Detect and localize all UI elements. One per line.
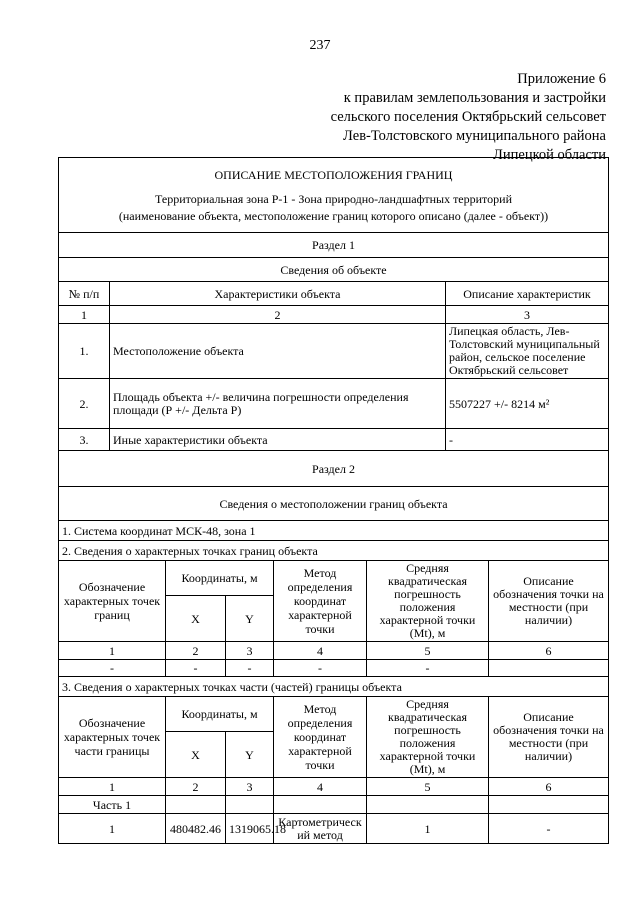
part-cell-y: 1319065.18 bbox=[226, 814, 274, 844]
appendix-line: сельского поселения Октябрьский сельсовет bbox=[330, 109, 606, 125]
table-row bbox=[59, 429, 609, 451]
points-header-x: X bbox=[166, 596, 226, 642]
col-index: 4 bbox=[274, 642, 367, 660]
part-header-error: Средняя квадратическая погрешность положения характерной точки (Mt), м bbox=[367, 697, 489, 778]
title-block bbox=[59, 158, 609, 233]
part-header-designation: Обозначение характерных точек части границы bbox=[59, 697, 166, 778]
appendix-line: Липецкой области bbox=[493, 147, 606, 163]
appendix-line: Лев-Толстовского муниципального района bbox=[343, 128, 606, 144]
col-index: 4 bbox=[274, 778, 367, 796]
table-row bbox=[59, 379, 609, 429]
point-cell: - bbox=[274, 660, 367, 677]
section2-title: Раздел 2 bbox=[59, 451, 609, 487]
row-value: - bbox=[446, 429, 609, 451]
row-value: 5507227 +/- 8214 м² bbox=[446, 379, 609, 429]
doc-title: ОПИСАНИЕ МЕСТОПОЛОЖЕНИЯ ГРАНИЦ bbox=[214, 167, 453, 182]
col-index: 3 bbox=[226, 778, 274, 796]
points-header-method: Метод определения координат характерной точки bbox=[274, 561, 367, 642]
appendix-line: Приложение 6 bbox=[517, 71, 606, 87]
points-header-y: Y bbox=[226, 596, 274, 642]
s1-index-cell: 3 bbox=[446, 306, 609, 324]
points-header-error: Средняя квадратическая погрешность положения характерной точки (Mt), м bbox=[367, 561, 489, 642]
part-header-coords: Координаты, м bbox=[166, 697, 274, 732]
points-title: 2. Сведения о характерных точках границ объекта bbox=[59, 541, 609, 561]
part-label: Часть 1 bbox=[59, 796, 166, 814]
s1-index-cell: 1 bbox=[59, 306, 110, 324]
points-header-coords: Координаты, м bbox=[166, 561, 274, 596]
part-title: 3. Сведения о характерных точках части (частей) границы объекта bbox=[59, 677, 609, 697]
part-cell-x: 480482.46 bbox=[166, 814, 226, 844]
col-index: 2 bbox=[166, 778, 226, 796]
part-cell-method: Картометрический метод bbox=[274, 814, 367, 844]
section1-subtitle: Сведения об объекте bbox=[59, 258, 609, 282]
zone-name: Территориальная зона Р-1 - Зона природно-ландшафтных территорий bbox=[155, 191, 512, 206]
points-header-designation: Обозначение характерных точек границ bbox=[59, 561, 166, 642]
appendix-header bbox=[331, 70, 606, 165]
col-index: 5 bbox=[367, 778, 489, 796]
table-row bbox=[59, 660, 609, 677]
row-num: 1. bbox=[59, 324, 110, 379]
table-row bbox=[59, 324, 609, 379]
row-name: Иные характеристики объекта bbox=[110, 429, 446, 451]
part-cell-designation: 1 bbox=[59, 814, 166, 844]
point-cell: - bbox=[226, 660, 274, 677]
row-name: Площадь объекта +/- величина погрешности определения площади (Р +/- Дельта Р) bbox=[110, 379, 446, 429]
row-num: 3. bbox=[59, 429, 110, 451]
col-index: 6 bbox=[489, 778, 609, 796]
point-cell: - bbox=[367, 660, 489, 677]
s1-index-cell: 2 bbox=[110, 306, 446, 324]
row-num: 2. bbox=[59, 379, 110, 429]
col-index: 3 bbox=[226, 642, 274, 660]
col-index: 5 bbox=[367, 642, 489, 660]
col-index: 1 bbox=[59, 778, 166, 796]
point-cell: - bbox=[166, 660, 226, 677]
appendix-line: к правилам землепользования и застройки bbox=[343, 90, 606, 106]
section2-subtitle: Сведения о местоположении границ объекта bbox=[59, 487, 609, 521]
part-header-description: Описание обозначения точки на местности (при наличии) bbox=[489, 697, 609, 778]
part-cell-error: 1 bbox=[367, 814, 489, 844]
part-header-x: X bbox=[166, 732, 226, 778]
s1-header-value: Описание характеристик bbox=[446, 282, 609, 306]
coord-system: 1. Система координат МСК-48, зона 1 bbox=[59, 521, 609, 541]
table-row bbox=[59, 814, 609, 844]
point-cell: - bbox=[59, 660, 166, 677]
section1-title: Раздел 1 bbox=[59, 233, 609, 258]
document-table bbox=[58, 157, 608, 844]
point-cell bbox=[489, 660, 609, 677]
s1-header-name: Характеристики объекта bbox=[110, 282, 446, 306]
part-cell-description: - bbox=[489, 814, 609, 844]
description-table bbox=[58, 157, 609, 844]
row-value: Липецкая область, Лев-Толстовский муниципальный район, сельское поселение Октябрьский сельсовет bbox=[446, 324, 609, 379]
part-header-y: Y bbox=[226, 732, 274, 778]
row-name: Местоположение объекта bbox=[110, 324, 446, 379]
col-index: 1 bbox=[59, 642, 166, 660]
part-header-method: Метод определения координат характерной точки bbox=[274, 697, 367, 778]
col-index: 2 bbox=[166, 642, 226, 660]
zone-note: (наименование объекта, местоположение границ которого описано (далее - объект)) bbox=[118, 208, 549, 223]
points-header-description: Описание обозначения точки на местности (при наличии) bbox=[489, 561, 609, 642]
page-number: 237 bbox=[309, 38, 331, 53]
s1-header-num: № п/п bbox=[59, 282, 110, 306]
col-index: 6 bbox=[489, 642, 609, 660]
